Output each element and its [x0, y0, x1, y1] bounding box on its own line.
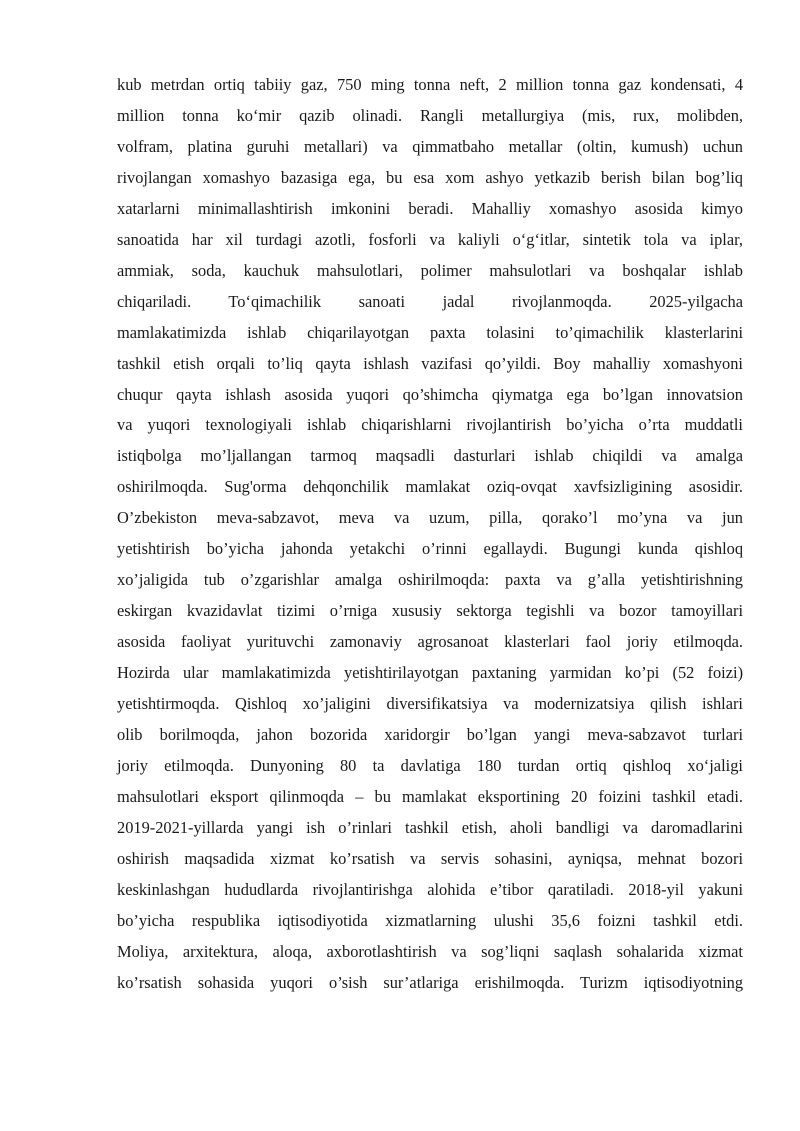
text-line: O’zbekiston meva-sabzavot, meva va uzum, pilla, qorako’l mo’yna va jun [117, 508, 743, 528]
text-line: rivojlangan xomashyo bazasiga ega, bu esa xom ashyo yetkazib berish bilan bog’liq [117, 167, 743, 187]
text-line: keskinlashgan hududlarda rivojlantirishga alohida e’tibor qaratiladi. 2018-yil yakuni [117, 879, 743, 899]
text-line: chuqur qayta ishlash asosida yuqori qo’shimcha qiymatga ega bo’lgan innovatsion [117, 384, 744, 404]
text-line: yetishtirish bo’yicha jahonda yetakchi o’rinni egallaydi. Bugungi kunda qishloq [117, 539, 744, 559]
text-line: volfram, platina guruhi metallari) va qimmatbaho metallar (oltin, kumush) uchun [117, 136, 743, 156]
text-line: joriy etilmoqda. Dunyoning 80 ta davlatiga 180 turdan ortiq qishloq xo‘jaligi [117, 755, 743, 775]
body-paragraph [117, 70, 743, 999]
text-line: mahsulotlari eksport qilinmoqda – bu mamlakat eksportining 20 foizini tashkil etadi. [117, 786, 744, 806]
text-line: olib borilmoqda, jahon bozorida xaridorgir bo’lgan yangi meva-sabzavot turlari [117, 725, 744, 745]
text-line: ko’rsatish sohasida yuqori o’sish sur’atlariga erishilmoqda. Turizm iqtisodiyotning [117, 972, 744, 992]
text-line: bo’yicha respublika iqtisodiyotida xizmatlarning ulushi 35,6 foizni tashkil etdi. [117, 910, 743, 930]
text-line: Moliya, arxitektura, aloqa, axborotlashtirish va sog’liqni saqlash sohalarida xizmat [117, 941, 743, 961]
text-line: chiqariladi. To‘qimachilik sanoati jadal rivojlanmoqda. 2025-yilgacha [117, 291, 743, 311]
text-line: istiqbolga mo’ljallangan tarmoq maqsadli dasturlari ishlab chiqildi va amalga [117, 446, 743, 466]
text-line: tashkil etish orqali to’liq qayta ishlash vazifasi qo’yildi. Boy mahalliy xomashyoni [117, 353, 743, 373]
text-line: oshirilmoqda. Sug'orma dehqonchilik mamlakat oziq-ovqat xavfsizligining asosidir. [117, 477, 743, 497]
text-line: va yuqori texnologiyali ishlab chiqarishlarni rivojlantirish bo’yicha o’rta muddatli [117, 415, 743, 435]
text-line: xo’jaligida tub o’zgarishlar amalga oshirilmoqda: paxta va g’alla yetishtirishning [117, 570, 743, 590]
text-line: eskirgan kvazidavlat tizimi o’rniga xususiy sektorga tegishli va bozor tamoyillari [117, 601, 744, 621]
text-line: mamlakatimizda ishlab chiqarilayotgan paxta tolasini to’qimachilik klasterlarini [117, 322, 743, 342]
text-line: kub metrdan ortiq tabiiy gaz, 750 ming tonna neft, 2 million tonna gaz kondensati, 4 [117, 75, 744, 94]
text-line: asosida faoliyat yurituvchi zamonaviy agrosanoat klasterlari faol joriy etilmoqda. [117, 632, 744, 652]
text-line: million tonna ko‘mir qazib olinadi. Rangli metallurgiya (mis, rux, molibden, [117, 105, 744, 125]
text-line: Hozirda ular mamlakatimizda yetishtirilayotgan paxtaning yarmidan ko’pi (52 foizi) [117, 663, 744, 683]
text-line: xatarlarni minimallashtirish imkonini beradi. Mahalliy xomashyo asosida kimyo [117, 198, 743, 218]
text-line: 2019-2021-yillarda yangi ish o’rinlari tashkil etish, aholi bandligi va daromadlarini [117, 817, 743, 837]
text-line: sanoatida har xil turdagi azotli, fosforli va kaliyli o‘g‘itlar, sintetik tola va iplar, [117, 229, 744, 249]
text-line: oshirish maqsadida xizmat ko’rsatish va servis sohasini, ayniqsa, mehnat bozori [117, 848, 744, 868]
text-line: yetishtirmoqda. Qishloq xo’jaligini diversifikatsiya va modernizatsiya qilish ishlari [117, 694, 743, 714]
text-line: ammiak, soda, kauchuk mahsulotlari, polimer mahsulotlari va boshqalar ishlab [117, 260, 744, 280]
